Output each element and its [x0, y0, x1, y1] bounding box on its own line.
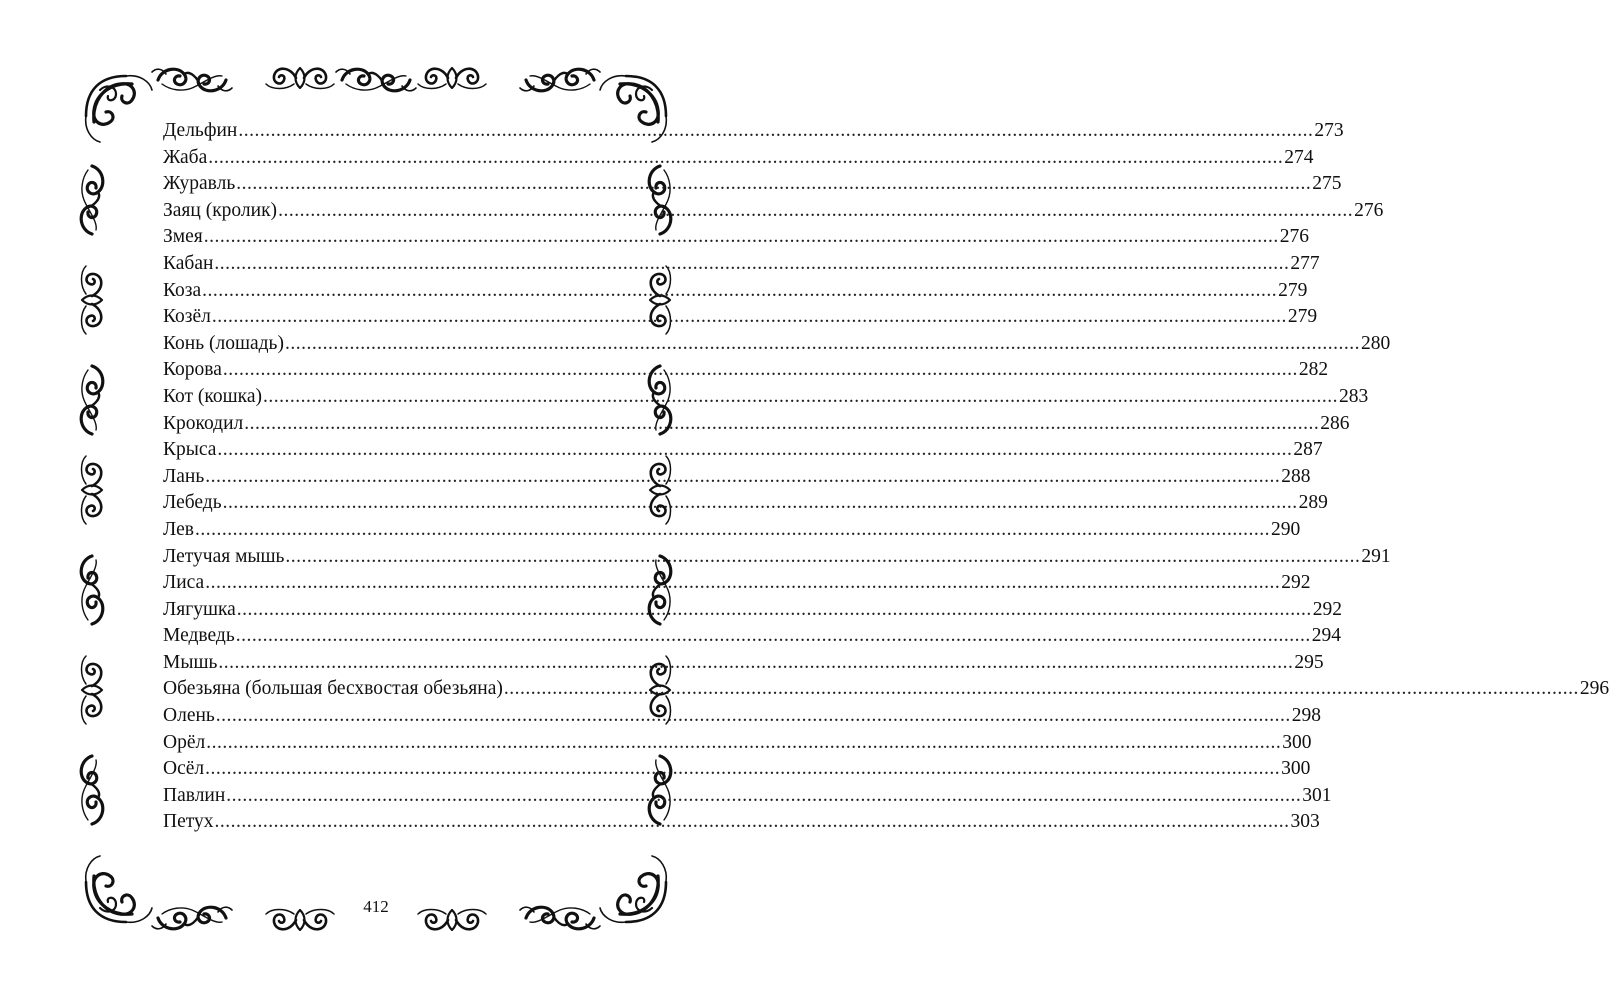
toc-entry-title: Олень	[163, 705, 215, 727]
toc-entry	[163, 251, 1320, 278]
toc-dot-leader: ........................................................................................................................................................................................................	[285, 545, 1361, 567]
toc-entry-title: Орёл	[163, 731, 206, 753]
toc-dot-leader: ........................................................................................................................................................................................................	[278, 199, 1354, 221]
toc-entry-page: 295	[1294, 651, 1324, 673]
page-number: 412	[363, 897, 389, 916]
toc-entry-page: 279	[1278, 279, 1308, 301]
toc-entry-title: Крыса	[163, 439, 217, 461]
toc-entry-title: Петух	[163, 811, 214, 833]
toc-dot-leader: ........................................................................................................................................................................................................	[236, 173, 1312, 195]
toc-dot-leader: ........................................................................................................................................................................................................	[263, 385, 1338, 407]
toc-entry	[163, 517, 1301, 544]
toc-entry-page: 277	[1290, 252, 1320, 274]
toc-entry-title: Крокодил	[163, 412, 244, 434]
toc-entry-page: 291	[1361, 545, 1391, 567]
toc-dot-leader: ........................................................................................................................................................................................................	[284, 332, 1360, 354]
toc-entry-title: Павлин	[163, 784, 226, 806]
toc-entry	[163, 650, 1324, 677]
toc-entry-title: Кабан	[163, 252, 214, 274]
toc-entry-page: 292	[1312, 598, 1343, 620]
toc-entry-page: 274	[1284, 146, 1314, 168]
toc-entry-page: 286	[1320, 412, 1350, 434]
toc-dot-leader: ........................................................................................................................................................................................................	[205, 465, 1281, 487]
toc-dot-leader: ........................................................................................................................................................................................................	[205, 758, 1281, 780]
toc-entry	[163, 224, 1309, 251]
toc-entry	[163, 570, 1311, 597]
toc-dot-leader: ........................................................................................................................................................................................................	[208, 146, 1284, 168]
toc-dot-leader: ........................................................................................................................................................................................................	[211, 306, 1287, 328]
toc-entry	[163, 623, 1341, 650]
toc-entry-page: 296	[1579, 678, 1609, 700]
toc-entry	[163, 756, 1311, 783]
toc-entry-page: 279	[1287, 306, 1318, 328]
toc-entry-title: Медведь	[163, 625, 235, 647]
top-border-ornaments	[152, 68, 600, 91]
toc-entry-title: Лебедь	[163, 492, 222, 514]
toc-entry-page: 275	[1312, 173, 1342, 195]
toc-dot-leader: ........................................................................................................................................................................................................	[222, 492, 1298, 514]
toc-entry	[163, 730, 1312, 757]
toc-dot-leader: ........................................................................................................................................................................................................	[222, 359, 1298, 381]
toc-entry-page: 288	[1281, 465, 1311, 487]
toc-entry	[163, 411, 1350, 438]
toc-entry-page: 301	[1302, 784, 1332, 806]
corner-ornament-top-left	[86, 76, 152, 142]
toc-entry-page: 283	[1339, 385, 1369, 407]
toc-entry-page: 290	[1270, 518, 1301, 540]
toc-entry-page: 289	[1298, 492, 1328, 514]
toc-entry-title: Осёл	[163, 758, 205, 780]
toc-entry-page: 292	[1281, 572, 1311, 594]
toc-entry-page: 303	[1290, 811, 1320, 833]
toc-entry-page: 282	[1298, 359, 1329, 381]
toc-entry-title: Лев	[163, 518, 194, 540]
toc-dot-leader: ........................................................................................................................................................................................................	[217, 439, 1293, 461]
toc-entry	[163, 544, 1391, 571]
toc-entry	[163, 278, 1308, 305]
toc-entry	[163, 118, 1344, 145]
toc-entry-title: Летучая мышь	[163, 545, 285, 567]
toc-entry	[163, 703, 1322, 730]
toc-dot-leader: ........................................................................................................................................................................................................	[238, 120, 1314, 141]
toc-entry-title: Лиса	[163, 572, 205, 594]
toc-entry-page: 287	[1293, 439, 1323, 461]
toc-dot-leader: ........................................................................................................................................................................................................	[202, 279, 1278, 301]
toc-entry-title: Конь (лошадь)	[163, 332, 284, 354]
toc-entry-title: Журавль	[163, 173, 236, 195]
toc-dot-leader: ........................................................................................................................................................................................................	[236, 598, 1312, 620]
toc-entry-title: Корова	[163, 359, 222, 381]
toc-entry-title: Лягушка	[163, 598, 236, 620]
toc-entry-page: 276	[1354, 199, 1384, 221]
toc-entry	[163, 198, 1384, 225]
toc-entry-title: Заяц (кролик)	[163, 199, 278, 221]
left-border-ornaments	[81, 166, 103, 824]
toc-dot-leader: ........................................................................................................................................................................................................	[215, 705, 1291, 727]
toc-entry-page: 276	[1279, 226, 1309, 248]
toc-entry-title: Обезьяна (большая бесхвостая обезьяна)	[163, 678, 503, 700]
toc-dot-leader: ........................................................................................................................................................................................................	[194, 518, 1270, 540]
toc-entry-title: Лань	[163, 465, 205, 487]
toc-dot-leader: ........................................................................................................................................................................................................	[206, 731, 1282, 753]
toc-entry	[163, 437, 1323, 464]
toc-entry	[163, 809, 1320, 836]
toc-entry-page: 280	[1360, 332, 1391, 354]
toc-entry	[163, 331, 1391, 358]
toc-dot-leader: ........................................................................................................................................................................................................	[214, 811, 1290, 833]
toc-entry	[163, 490, 1328, 517]
toc-entry	[163, 384, 1369, 411]
toc-entry-page: 298	[1291, 705, 1322, 727]
toc-entry	[163, 357, 1329, 384]
toc-entry	[163, 464, 1311, 491]
toc-entry-page: 273	[1314, 120, 1344, 141]
toc-dot-leader: ........................................................................................................................................................................................................	[203, 226, 1279, 248]
toc-entry-title: Коза	[163, 279, 202, 301]
toc-entry-title: Дельфин	[163, 120, 238, 141]
toc-entry	[163, 304, 1318, 331]
toc-entry-page: 294	[1311, 625, 1341, 647]
toc-dot-leader: ........................................................................................................................................................................................................	[235, 625, 1311, 647]
toc-dot-leader: ........................................................................................................................................................................................................	[226, 784, 1302, 806]
toc-entry	[163, 145, 1314, 172]
toc-dot-leader: ........................................................................................................................................................................................................	[218, 651, 1294, 673]
toc-entry	[163, 597, 1343, 624]
toc-entry-title: Змея	[163, 226, 203, 248]
toc-dot-leader: ........................................................................................................................................................................................................	[205, 572, 1281, 594]
toc-entry-title: Мышь	[163, 651, 218, 673]
toc-entry	[163, 171, 1342, 198]
toc-entry-title: Кот (кошка)	[163, 385, 262, 407]
toc-dot-leader: ........................................................................................................................................................................................................	[244, 412, 1320, 434]
toc-entry	[163, 783, 1332, 810]
toc-entry-page: 300	[1281, 758, 1311, 780]
toc-entry-title: Козёл	[163, 306, 211, 328]
toc-entry	[163, 676, 1609, 703]
toc-dot-leader: ........................................................................................................................................................................................................	[503, 678, 1579, 700]
table-of-contents	[163, 118, 1609, 836]
toc-dot-leader: ........................................................................................................................................................................................................	[214, 252, 1290, 274]
toc-entry-page: 300	[1282, 731, 1312, 753]
toc-entry-title: Жаба	[163, 146, 208, 168]
